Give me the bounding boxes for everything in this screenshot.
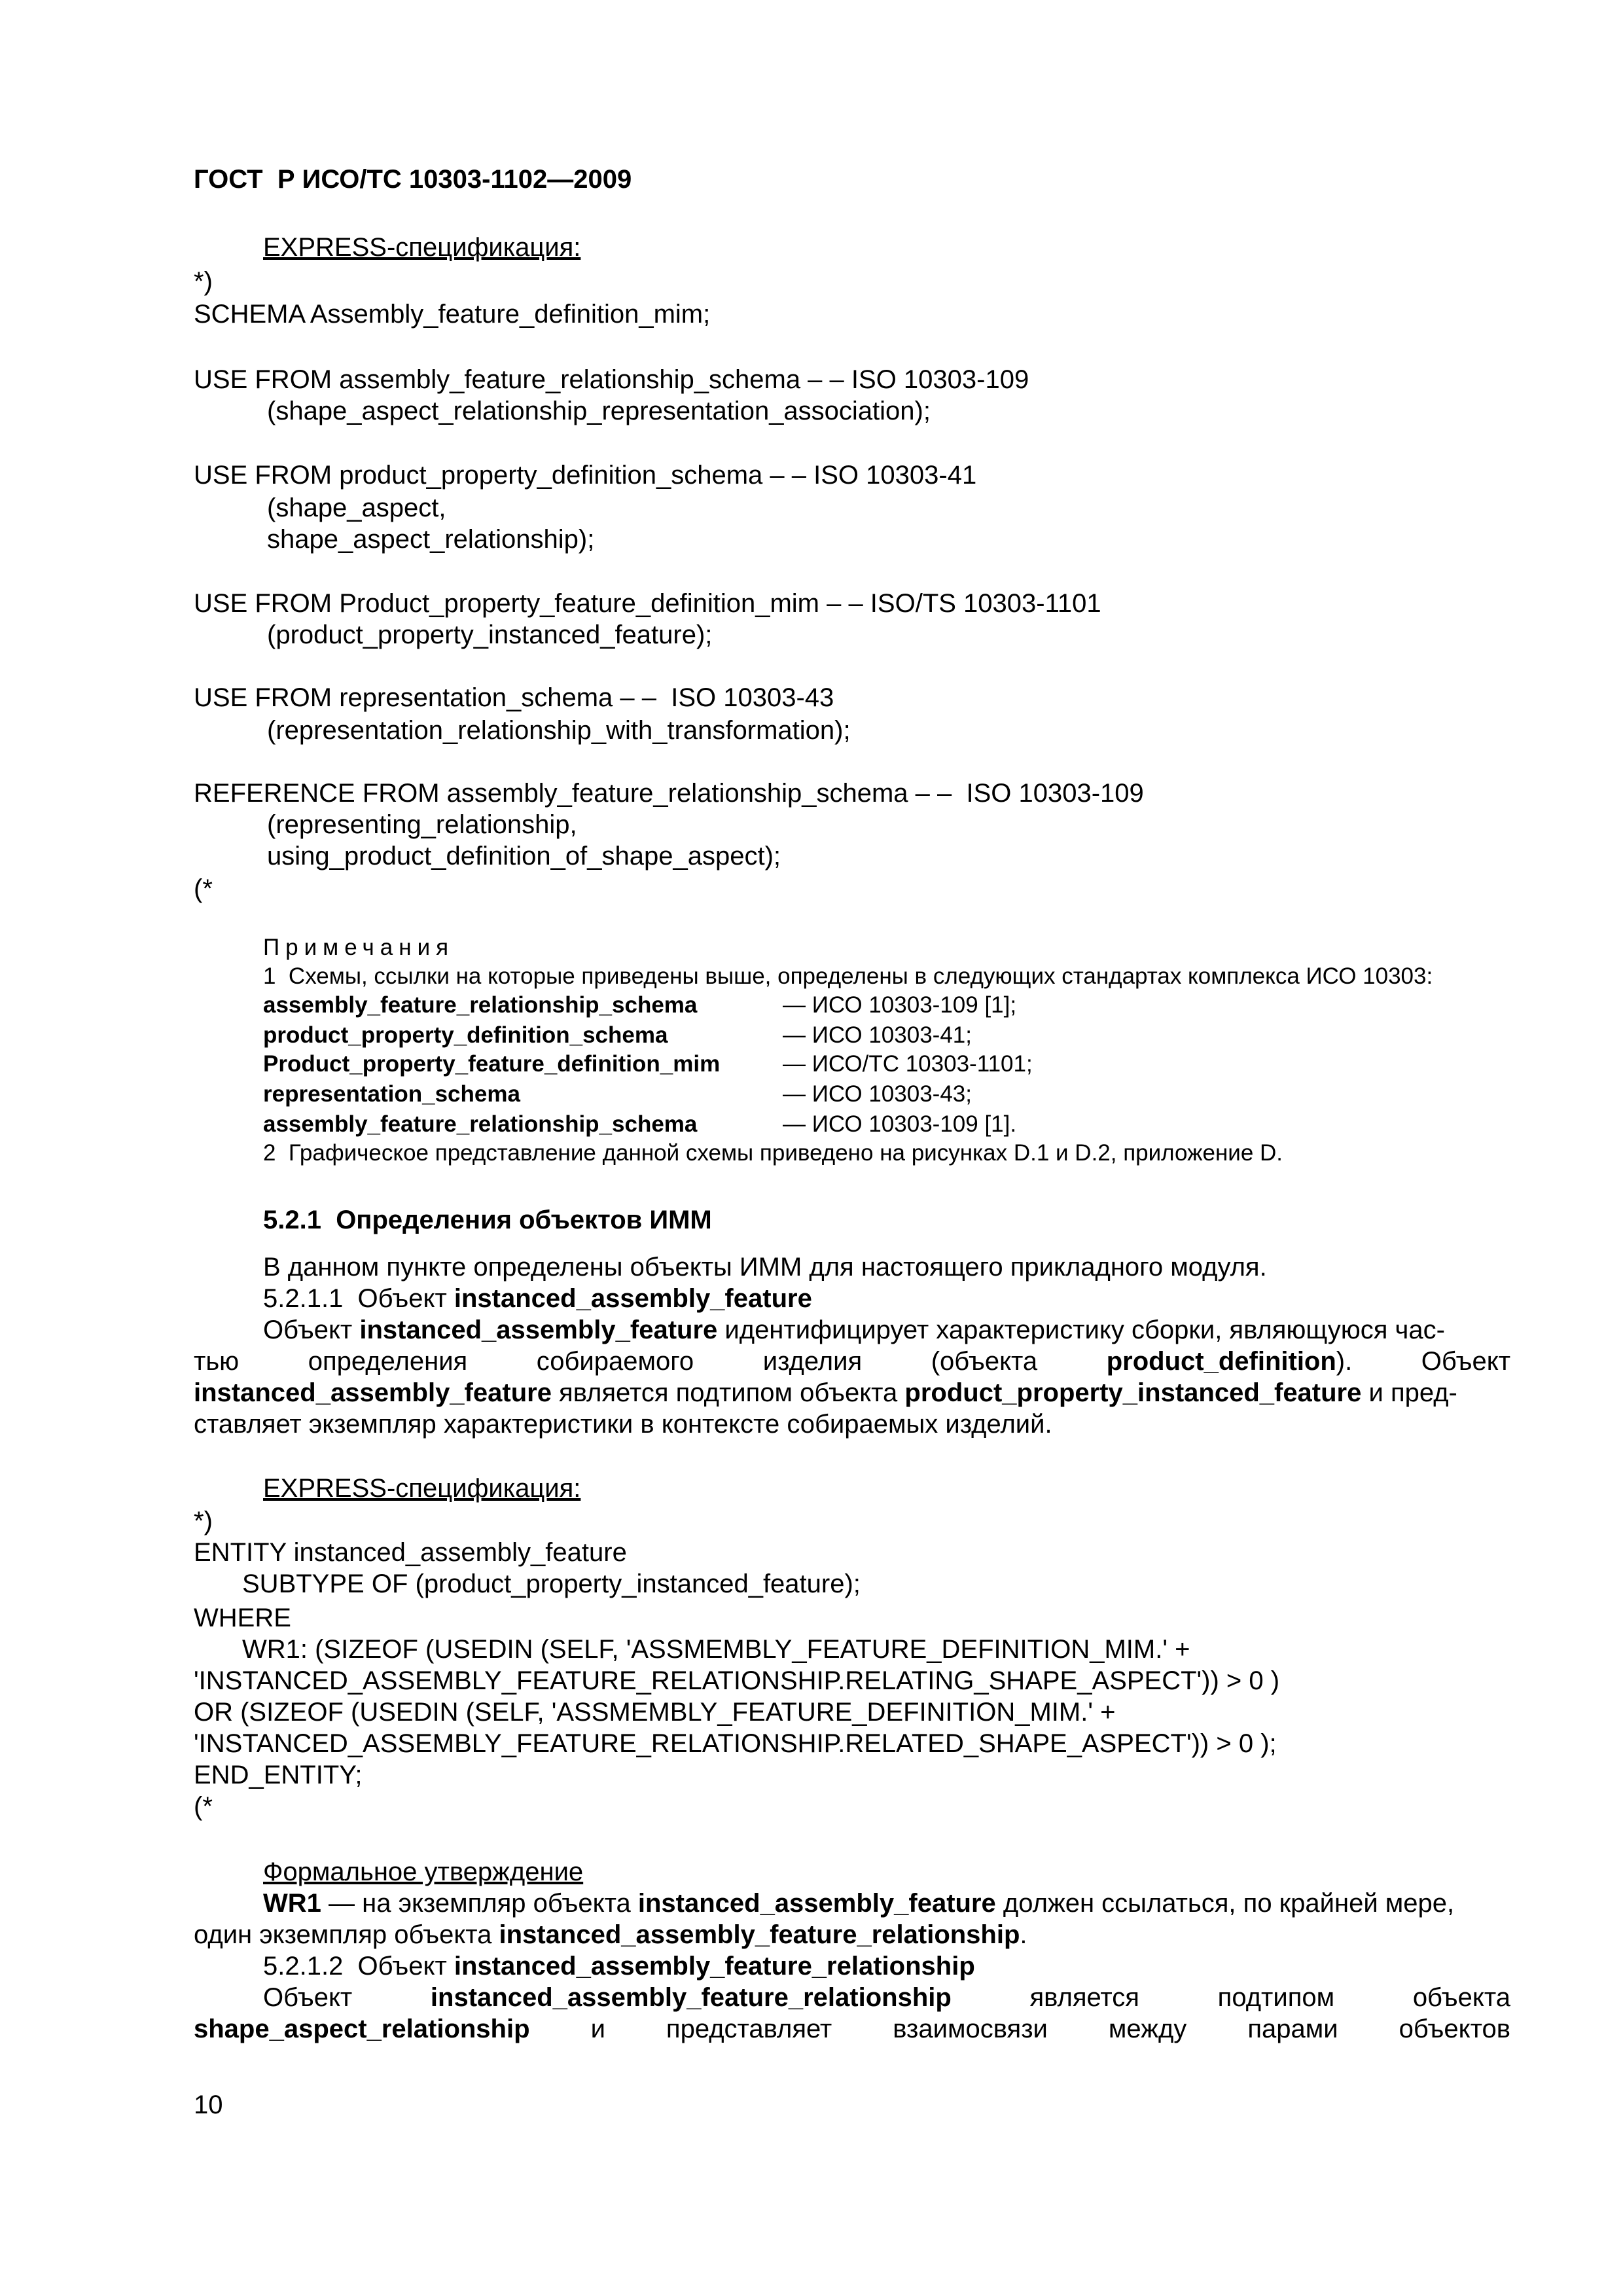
- text-run: является подтипом объекта: [551, 1378, 905, 1407]
- word: подтипом: [1217, 1983, 1335, 2012]
- paragraph-line: [263, 1888, 1454, 1919]
- subsection-number: 5.2.1.2 Объект: [263, 1952, 454, 1981]
- entity-name: instanced_assembly_feature: [359, 1316, 718, 1344]
- code-line: USE FROM representation_schema – – ISO 10303-43: [194, 683, 834, 712]
- word: является: [1029, 1983, 1139, 2012]
- paragraph-line: [263, 1982, 1510, 2013]
- note-schema-ref: — ИСО/ТС 10303-1101;: [783, 1051, 1033, 1077]
- code-line: WR1: (SIZEOF (USEDIN (SELF, 'ASSMEMBLY_FEATURE_DEFINITION_MIM.' +: [242, 1635, 1190, 1664]
- paragraph-line: [194, 1377, 1457, 1408]
- paragraph-line: ставляет экземпляр характеристики в контексте собираемых изделий.: [194, 1410, 1052, 1439]
- entity-name: shape_aspect_relationship: [194, 2015, 530, 2043]
- code-line: OR (SIZEOF (USEDIN (SELF, 'ASSMEMBLY_FEATURE_DEFINITION_MIM.' +: [194, 1698, 1116, 1727]
- express-spec-label: EXPRESS-спецификация:: [263, 233, 581, 262]
- page-number: 10: [194, 2090, 223, 2119]
- note-schema-name: representation_schema: [263, 1081, 520, 1107]
- paragraph-line: [194, 2013, 1510, 2045]
- code-line: 'INSTANCED_ASSEMBLY_FEATURE_RELATIONSHIP.RELATING_SHAPE_ASPECT')) > 0 ): [194, 1666, 1280, 1695]
- word: определения: [308, 1347, 468, 1376]
- word: парами: [1247, 2015, 1338, 2043]
- text-run: должен ссылаться, по крайней мере,: [995, 1889, 1455, 1918]
- subsection-heading: [263, 1950, 975, 1982]
- code-line: 'INSTANCED_ASSEMBLY_FEATURE_RELATIONSHIP.RELATED_SHAPE_ASPECT')) > 0 );: [194, 1729, 1277, 1758]
- notes-title: Примечания: [263, 935, 455, 960]
- code-line: USE FROM assembly_feature_relationship_schema – – ISO 10303-109: [194, 365, 1029, 394]
- paragraph-line: [194, 1919, 1027, 1950]
- code-open-marker: *): [194, 267, 213, 296]
- entity-name: product_definition: [1106, 1347, 1336, 1376]
- note-schema-ref: — ИСО 10303-41;: [783, 1022, 972, 1048]
- word: объекта: [1412, 1983, 1510, 2012]
- code-line: (representing_relationship,: [267, 810, 577, 839]
- word: объектов: [1399, 2015, 1510, 2043]
- code-line: (product_property_instanced_feature);: [267, 620, 713, 649]
- text-run: идентифицирует характеристику сборки, являющуюся час-: [717, 1316, 1445, 1344]
- code-close-marker: (*: [194, 874, 213, 903]
- note-schema-name: assembly_feature_relationship_schema: [263, 992, 698, 1018]
- document-header: ГОСТ Р ИСО/ТС 10303-1102—2009: [194, 165, 632, 194]
- note-schema-name: Product_property_feature_definition_mim: [263, 1051, 721, 1077]
- code-line: USE FROM product_property_definition_schema – – ISO 10303-41: [194, 461, 977, 490]
- word: взаимосвязи: [893, 2015, 1048, 2043]
- code-line: ENTITY instanced_assembly_feature: [194, 1538, 627, 1567]
- word: (объекта: [931, 1347, 1038, 1376]
- text-run: Объект: [263, 1316, 360, 1344]
- word: ).: [1336, 1347, 1353, 1376]
- text-run: один экземпляр объекта: [194, 1920, 499, 1949]
- word: Объект: [263, 1983, 353, 2012]
- code-close-marker: (*: [194, 1792, 213, 1821]
- entity-name: product_property_instanced_feature: [904, 1378, 1362, 1407]
- rule-label: WR1: [263, 1889, 321, 1918]
- code-line: REFERENCE FROM assembly_feature_relationship_schema – – ISO 10303-109: [194, 779, 1144, 808]
- note-2: 2 Графическое представление данной схемы приведено на рисунках D.1 и D.2, приложение D.: [263, 1140, 1283, 1166]
- code-line: (representation_relationship_with_transformation);: [267, 716, 851, 745]
- entity-name: instanced_assembly_feature_relationship: [430, 1983, 952, 2012]
- code-line: using_product_definition_of_shape_aspect);: [267, 842, 781, 870]
- express-spec-label: EXPRESS-спецификация:: [263, 1474, 581, 1503]
- word: представляет: [666, 2015, 832, 2043]
- code-open-marker: *): [194, 1507, 213, 1535]
- text-run: и пред-: [1361, 1378, 1457, 1407]
- note-schema-ref: — ИСО 10303-109 [1].: [783, 1111, 1017, 1137]
- note-schema-ref: — ИСО 10303-43;: [783, 1081, 972, 1107]
- code-line: (shape_aspect_relationship_representation_association);: [267, 397, 931, 425]
- code-line: USE FROM Product_property_feature_definition_mim – – ISO/TS 10303-1101: [194, 589, 1101, 618]
- subsection-number: 5.2.1.1 Объект: [263, 1284, 454, 1313]
- section-intro: В данном пункте определены объекты ИММ для настоящего прикладного модуля.: [263, 1253, 1267, 1282]
- entity-name: instanced_assembly_feature_relationship: [454, 1952, 975, 1981]
- entity-name: instanced_assembly_feature: [194, 1378, 552, 1407]
- word: изделия: [762, 1347, 863, 1376]
- paragraph-line: [263, 1314, 1445, 1346]
- text-run: — на экземпляр объекта: [321, 1889, 638, 1918]
- entity-name: instanced_assembly_feature: [454, 1284, 812, 1313]
- code-line: SUBTYPE OF (product_property_instanced_feature);: [242, 1570, 861, 1598]
- code-line: (shape_aspect,: [267, 493, 446, 522]
- formal-statement-label: Формальное утверждение: [263, 1857, 584, 1886]
- code-line: WHERE: [194, 1604, 291, 1632]
- code-line: shape_aspect_relationship);: [267, 525, 595, 554]
- word: тью: [194, 1347, 240, 1376]
- section-heading: 5.2.1 Определения объектов ИММ: [263, 1206, 712, 1234]
- entity-name: instanced_assembly_feature: [637, 1889, 996, 1918]
- note-schema-name: assembly_feature_relationship_schema: [263, 1111, 698, 1137]
- text-run: .: [1020, 1920, 1027, 1949]
- word: Объект: [1421, 1347, 1511, 1376]
- code-line: END_ENTITY;: [194, 1761, 363, 1789]
- note-schema-ref: — ИСО 10303-109 [1];: [783, 992, 1017, 1018]
- word-group: [931, 1347, 1353, 1376]
- subsection-heading: [263, 1283, 812, 1314]
- word: собираемого: [536, 1347, 694, 1376]
- note-schema-name: product_property_definition_schema: [263, 1022, 668, 1048]
- word: между: [1108, 2015, 1187, 2043]
- note-1: 1 Схемы, ссылки на которые приведены выше, определены в следующих стандартах комплекса ИСО 10303:: [263, 963, 1433, 989]
- paragraph-line: [194, 1346, 1510, 1377]
- word: и: [590, 2015, 605, 2043]
- entity-name: instanced_assembly_feature_relationship: [499, 1920, 1020, 1949]
- code-line: SCHEMA Assembly_feature_definition_mim;: [194, 300, 711, 329]
